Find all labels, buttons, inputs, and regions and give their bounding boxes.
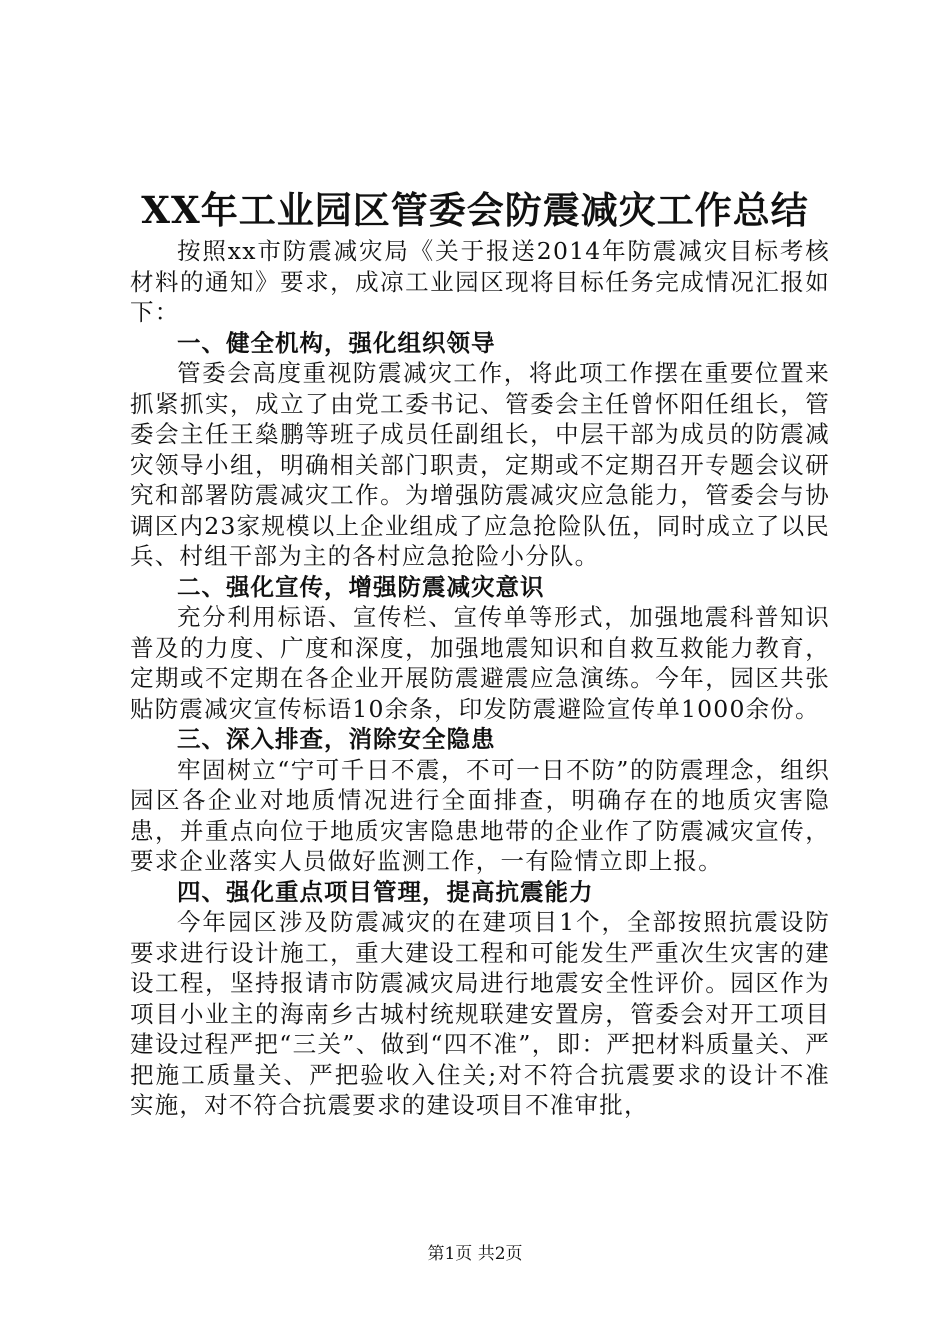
section-body-2: 充分利用标语、宣传栏、宣传单等形式，加强地震科普知识普及的力度、广度和深度，加强地震知识和自救互救能力教育，定期或不定期在各企业开展防震避震应急演练。今年，园区共张贴防震减灾宣传标语10余条，印发防震避险宣传单1000余份。 — [130, 603, 830, 723]
section-heading-4: 四、强化重点项目管理，提高抗震能力 — [177, 877, 594, 906]
page-number-footer: 第1页 共2页 — [427, 1244, 523, 1264]
section-heading-3: 三、深入排查，消除安全隐患 — [177, 725, 496, 753]
intro-paragraph: 按照xx市防震减灾局《关于报送2014年防震减灾目标考核材料的通知》要求，成凉工业园区现将目标任务完成情况汇报如下： — [130, 237, 830, 326]
document-body — [130, 236, 830, 1121]
section-body-1: 管委会高度重视防震减灾工作，将此项工作摆在重要位置来抓紧抓实，成立了由党工委书记、管委会主任曾怀阳任组长，管委会主任王燊鹏等班子成员任副组长，中层干部为成员的防震减灾领导小组，明确相关部门职责，定期或不定期召开专题会议研究和部署防震减灾工作。为增强防震减灾应急能力，管委会与协调区内23家规模以上企业组成了应急抢险队伍，同时成立了以民兵、村组干部为主的各村应急抢险小分队。 — [130, 359, 830, 570]
document-title: XX年工业园区管委会防震减灾工作总结 — [141, 188, 809, 232]
section-heading-1: 一、健全机构，强化组织领导 — [177, 328, 496, 357]
section-body-4: 今年园区涉及防震减灾的在建项目1个，全部按照抗震设防要求进行设计施工，重大建设工程和可能发生严重次生灾害的建设工程，坚持报请市防震减灾局进行地震安全性评价。园区作为项目小业主的海南乡古城村统规联建安置房，管委会对开工项目建设过程严把“三关”、做到“四不准”，即：严把材料质量关、严把施工质量关、严把验收入住关;对不符合抗震要求的设计不准实施，对不符合抗震要求的建设项目不准审批， — [130, 908, 830, 1119]
section-heading-2: 二、强化宣传，增强防震减灾意识 — [177, 572, 545, 601]
section-body-3: 牢固树立“宁可千日不震，不可一日不防”的防震理念，组织园区各企业对地质情况进行全面排查，明确存在的地质灾害隐患，并重点向位于地质灾害隐患地带的企业作了防震减灾宣传，要求企业落实人员做好监测工作，一有险情立即上报。 — [130, 755, 830, 875]
